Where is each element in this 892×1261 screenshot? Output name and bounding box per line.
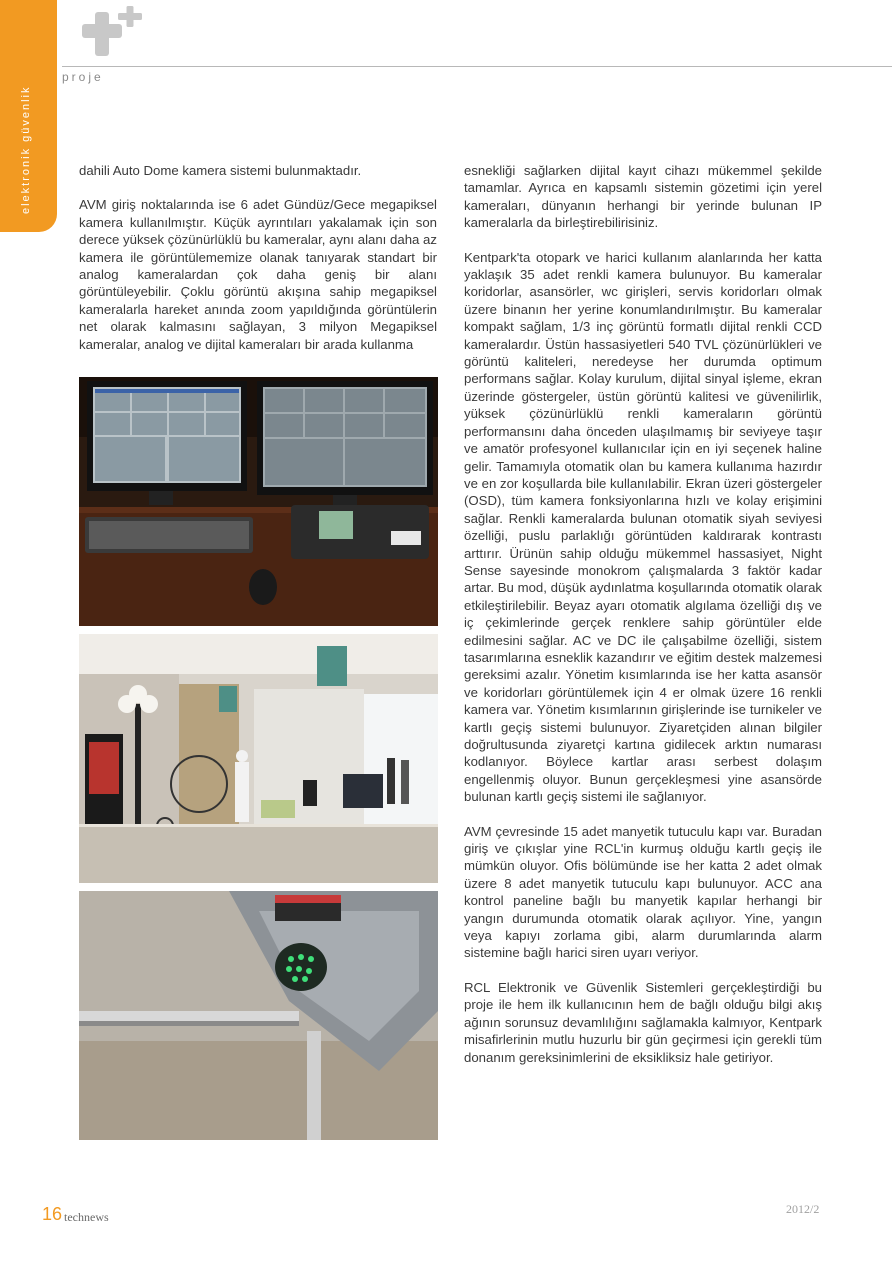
paragraph: Kentpark'ta otopark ve harici kullanım alanlarında her katta yaklaşık 35 adet renkli kamera bulunuyor. Bu kameralar koridorlar, asansörler, wc girişleri, servis koridorları olmak üzere binanın her yerine konumlandırılmıştır. Bu kameralar kompakt sağlam, 1/3 inç görüntü formatlı dijital renkli CCD kameralardır. Üstün hassasiyetleri 540 TVL çözünürlükleri ve görüntü kaliteleri, neredeyse her durumda optimum performans sağlar. Kolay kurulum, dijital sinyal işleme, ekran üzerinde göstergeler, üstün görüntü kalitesi ve güvenilirlik, yüksek çözünürlüklü renkli kameraların görüntü performansını daha önceden ulaşılmamış bir seviyeye taşır ve amatör profesyonel kullanıcılar için en iyi seçenek haline gelir. Tamamıyla otomatik olan bu kamera kullanıma hazırdır ve en zor koşullarda bile kullanılabilir. Ekran üzeri göstergeler (OSD), tüm kamera fonksiyonlarına hızlı ve kolay erişimini sağlar. Renkli kameralarda bulunan otomatik siyah seviyesi özelliği, puslu parlaklığı görüntüden kaldırarak kontrastı arttırır. Ürünün sahip olduğu mükemmel hassasiyet, Night Sense sayesinde monokrom çalışmalarda 3 faktör kadar artar. Bu mod, düşük aydınlatma koşullarında otomatik olarak etkileştirilebilir. Beyaz ayarı otomatik algılama özelliği dış ve iç çekimlerinde gerçek renklere sahip görüntüler elde edilmesini sağlar. AC ve DC ile çalışabilme özelliği, sistem tasarımlarına esneklik kazandırır ve eğitim destek malzemesi gereksimi azalır. Yönetim kısımlarında ise her katta asansör ve koridorları görüntülemek için 4 er olmak üzere 16 renkli kamera var. Yönetim kısımlarının girişlerinde ise turnikeler ve kartlı geçiş sistemi bulunuyor. Ziyaretçiden alınan bilgiler doğrultusunda ziyaretçi kartına gidilecek arktın numarası kodlanıyor. Böylece kartlar arası serbest dolaşım engellenmiş oluyor. Bunun gerçekleşmesi yine asansörde bulunan kartlı geçiş sistemi ile sağlanıyor. <box>464 249 822 805</box>
section-label: proje <box>62 70 104 84</box>
header-rule <box>62 66 892 67</box>
paragraph: AVM giriş noktalarında ise 6 adet Gündüz/Gece megapiksel kamera kullanılmıştır. Küçük ayrıntıları yakalamak için son derece yüksek çözünürlüklü bu kameralar, aynı alanı daha az kamera ile görüntülememize olanak tanıyarak standart bir analog kameralardan çok daha geniş bir alanı görüntüleyebilir. Çoklu görüntü akışına sahip megapiksel kameralarla hareket anında zoom yapıldığında görüntülerin net olarak kalmasını sağlayan, 3 milyon Megapiksel kameralar, analog ve dijital kameraları bir arada kullanma <box>79 197 437 352</box>
photo-lobby <box>79 634 438 883</box>
paragraph: AVM çevresinde 15 adet manyetik tutuculu kapı var. Buradan giriş ve çıkışlar yine RCL'in kurmuş olduğu kartlı geçiş ile mümkün oluyor. Ofis bölümünde ise her katta 2 adet olmak üzere 8 adet manyetik tutuculu kapı bulunuyor. ACC ana kontrol paneline bağlı bu manyetik kapılar herhangi bir yangın durumunda otomatik olarak açılıyor. Yine, yangın veya kapıyı zorlama gibi, alarm durumlarında alarm sistemine bağlı harici siren uyarı veriyor. <box>464 823 822 961</box>
section-side-tab <box>0 0 57 232</box>
paragraph: esnekliği sağlarken dijital kayıt cihazı mükemmel şekilde tamamlar. Ayrıca en kapsamlı sistemin gözetimi için yerel kameraları, dünyanın herhangi bir yerinde bulunan IP kameralarla da birleştirebilirisiniz. <box>464 163 822 231</box>
page-number: 16 <box>42 1204 63 1224</box>
plus-logo-icon <box>82 6 146 65</box>
issue-label: 2012/2 <box>786 1202 820 1216</box>
paragraph: dahili Auto Dome kamera sistemi bulunmaktadır. <box>79 163 362 178</box>
photo-control-room <box>79 377 438 626</box>
photo-turnstile <box>79 891 438 1140</box>
paragraph: RCL Elektronik ve Güvenlik Sistemleri gerçekleştirdiği bu proje ile hem ilk kullanıcının hem de bağlı olduğu bilgi akış ağının sorunsuz devamlılığını sağlamakla kalmıyor, Kentpark misafirlerinin mutlu huzurlu bir gün geçirmesi için gerekli tüm donanım gereksinimlerini de eksikliksiz hale getiriyor. <box>464 979 822 1065</box>
right-column <box>464 162 822 1083</box>
left-column <box>79 162 437 370</box>
side-tab-label: elektronik güvenlik <box>20 85 32 214</box>
magazine-name: technews <box>64 1210 109 1224</box>
